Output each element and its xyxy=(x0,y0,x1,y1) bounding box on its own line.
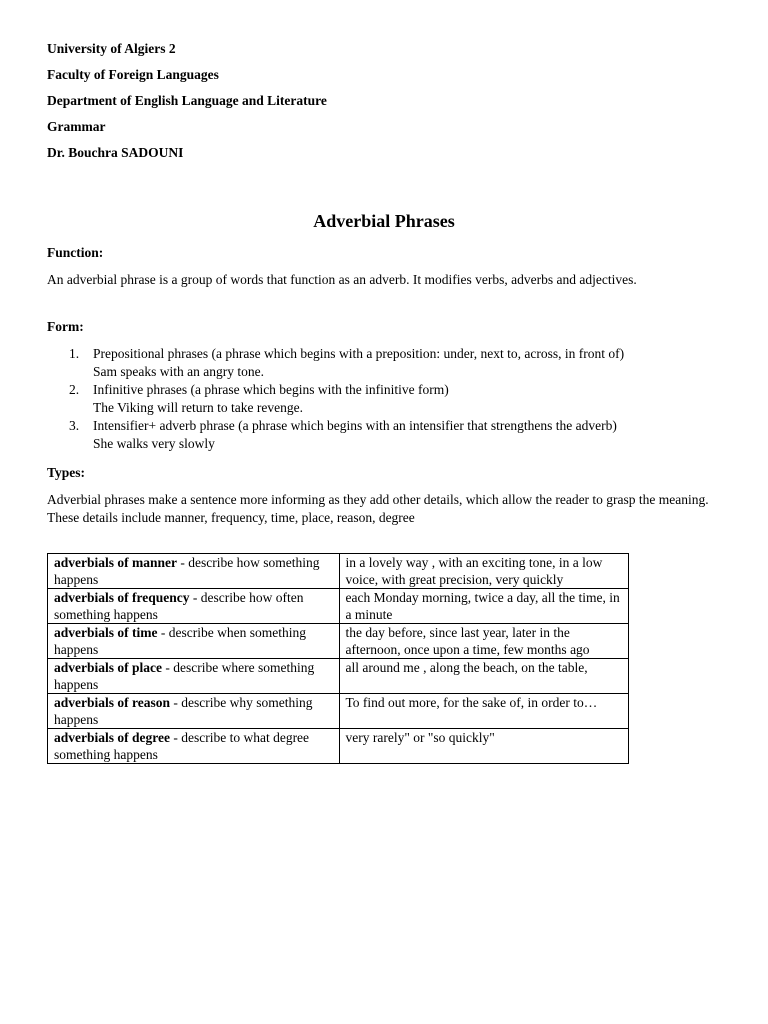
document-page xyxy=(47,40,727,762)
table-row xyxy=(48,659,629,694)
header-university: University of Algiers 2 xyxy=(47,41,176,56)
adverbial-term: adverbials of place xyxy=(54,660,162,675)
table-row xyxy=(48,589,629,624)
table-row xyxy=(48,554,629,589)
header-department: Department of English Language and Literature xyxy=(47,93,327,108)
table-cell-examples: each Monday morning, twice a day, all the time, in a minute xyxy=(339,589,629,624)
function-text: An adverbial phrase is a group of words that function as an adverb. It modifies verbs, adverbs and adjectives. xyxy=(47,272,637,287)
table-cell-examples: the day before, since last year, later in the afternoon, once upon a time, few months ago xyxy=(339,624,629,659)
header-author: Dr. Bouchra SADOUNI xyxy=(47,145,184,160)
adverbial-description: - describe to what degree something happens xyxy=(54,730,310,762)
adverbial-description: - describe how often something happens xyxy=(54,590,304,622)
header-faculty: Faculty of Foreign Languages xyxy=(47,67,219,82)
table-cell-examples: To find out more, for the sake of, in order to… xyxy=(339,694,629,729)
table-row xyxy=(48,729,629,764)
table-row xyxy=(48,624,629,659)
adverbial-term: adverbials of time xyxy=(54,625,158,640)
form-item-description: Infinitive phrases (a phrase which begins with the infinitive form) xyxy=(93,382,449,397)
adverbials-table xyxy=(47,553,629,764)
adverbial-description: - describe why something happens xyxy=(54,695,313,727)
form-item-example: Sam speaks with an angry tone. xyxy=(93,364,264,379)
adverbial-description: - describe how something happens xyxy=(54,555,320,587)
form-item-number: 1. xyxy=(69,346,80,361)
form-item-description: Prepositional phrases (a phrase which begins with a preposition: under, next to, across, in front of) xyxy=(93,346,625,361)
types-heading: Types: xyxy=(47,465,86,480)
table-cell-examples: all around me , along the beach, on the table, xyxy=(339,659,629,694)
form-item-number: 3. xyxy=(69,418,80,433)
form-list xyxy=(47,345,727,453)
form-item-example: She walks very slowly xyxy=(93,436,215,451)
form-heading: Form: xyxy=(47,319,84,334)
document-header xyxy=(47,40,727,161)
table-row xyxy=(48,694,629,729)
table-cell-type xyxy=(48,694,340,729)
adverbial-description: - describe when something happens xyxy=(54,625,306,657)
types-text: Adverbial phrases make a sentence more informing as they add other details, which allow the reader to grasp the meaning. These details include manner, frequency, time, place, reason, degree xyxy=(47,492,709,525)
form-item-description: Intensifier+ adverb phrase (a phrase which begins with an intensifier that strengthens the adverb) xyxy=(93,418,617,433)
table-cell-examples: very rarely" or "so quickly" xyxy=(339,729,629,764)
page-title: Adverbial Phrases xyxy=(313,211,455,231)
function-heading: Function: xyxy=(47,245,104,260)
form-item-1 xyxy=(47,345,727,381)
table-cell-type xyxy=(48,589,340,624)
adverbial-term: adverbials of frequency xyxy=(54,590,190,605)
form-item-number: 2. xyxy=(69,382,80,397)
table-cell-type xyxy=(48,624,340,659)
adverbial-description: - describe where something happens xyxy=(54,660,315,692)
adverbial-term: adverbials of degree xyxy=(54,730,170,745)
form-item-example: The Viking will return to take revenge. xyxy=(93,400,304,415)
adverbial-term: adverbials of reason xyxy=(54,695,171,710)
header-subject: Grammar xyxy=(47,119,106,134)
form-item-3 xyxy=(47,417,727,453)
adverbial-term: adverbials of manner xyxy=(54,555,177,570)
table-cell-type xyxy=(48,729,340,764)
table-cell-examples: in a lovely way , with an exciting tone, in a low voice, with great precision, very quickly xyxy=(339,554,629,589)
table-cell-type xyxy=(48,659,340,694)
form-item-2 xyxy=(47,381,727,417)
table-cell-type xyxy=(48,554,340,589)
